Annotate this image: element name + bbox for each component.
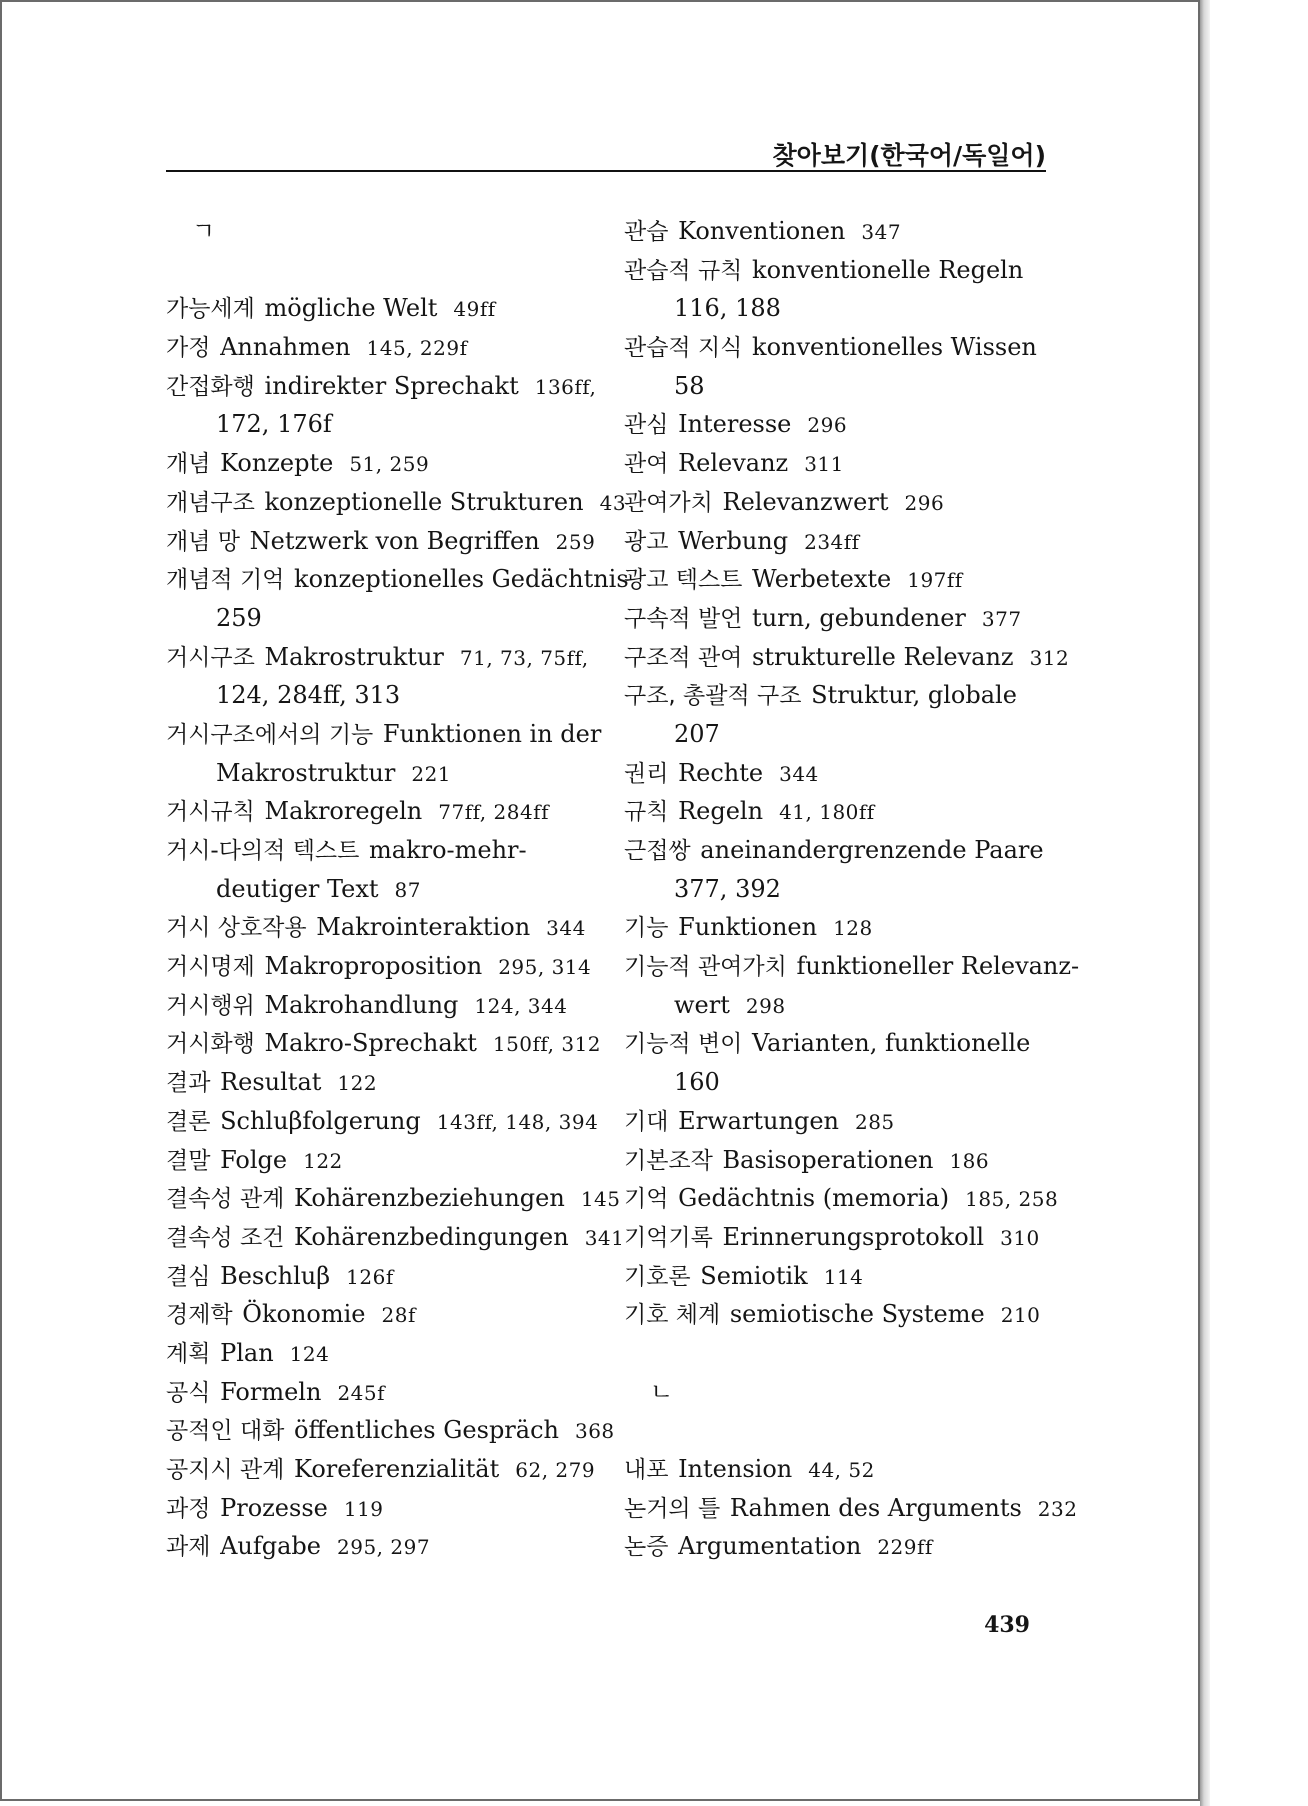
entry-korean-term: 과제 — [166, 1534, 211, 1561]
index-entry — [166, 1102, 599, 1141]
blank-line — [166, 251, 596, 290]
entry-german-term: Formeln — [220, 1377, 322, 1406]
entry-german-term: Intension — [678, 1455, 793, 1483]
index-entry — [166, 831, 596, 870]
entry-page-refs: 150ff, 312 — [492, 1032, 602, 1057]
section-letter: ㄱ — [192, 217, 216, 245]
entry-german-term: Makrostruktur — [264, 642, 444, 671]
index-entry — [166, 1257, 596, 1296]
index-entry — [166, 792, 596, 831]
entry-continuation-text: 377, 392 — [674, 874, 781, 903]
entry-german-term: Aufgabe — [220, 1532, 321, 1561]
index-entry — [166, 289, 596, 328]
entry-german-term: öffentliches Gespräch — [294, 1416, 559, 1445]
entry-german-term: Plan — [220, 1338, 274, 1367]
index-entry — [166, 986, 596, 1025]
entry-korean-term: 결론 — [166, 1108, 211, 1135]
entry-korean-term: 거시행위 — [166, 992, 255, 1019]
index-entry — [624, 560, 1064, 599]
entry-german-term: Funktionen in der — [382, 719, 602, 748]
entry-korean-term: 광고 — [624, 528, 669, 555]
entry-german-term: konzeptionelles Gedächtnis — [294, 565, 629, 594]
entry-page-refs: 114 — [823, 1264, 864, 1289]
entry-continuation-text: 172, 176f — [216, 410, 332, 439]
entry-page-refs: 285 — [854, 1109, 895, 1134]
entry-page-refs: 124 — [289, 1341, 330, 1366]
entry-continuation-text: wert — [674, 990, 730, 1019]
entry-korean-term: 기능적 변이 — [624, 1031, 743, 1058]
index-entry — [624, 1179, 1064, 1218]
entry-korean-term: 기능적 관여가치 — [624, 954, 787, 981]
index-entry — [166, 560, 629, 599]
entry-german-term: konventionelle Regeln — [752, 255, 1024, 284]
index-entry — [624, 1295, 1064, 1334]
entry-page-refs: 347 — [861, 220, 902, 244]
entry-continuation-text: 160 — [674, 1068, 720, 1097]
entry-german-term: Kohärenzbeziehungen — [294, 1184, 565, 1213]
entry-page-refs: 186 — [949, 1148, 990, 1173]
entry-korean-term: 거시-다의적 텍스트 — [166, 838, 360, 864]
entry-page-refs: 295, 297 — [337, 1535, 431, 1560]
entry-korean-term: 거시 상호작용 — [166, 915, 307, 942]
entry-korean-term: 공지시 관계 — [166, 1457, 285, 1483]
index-entry — [166, 367, 596, 406]
index-entry — [624, 1102, 1064, 1141]
entry-german-term: Annahmen — [220, 333, 351, 362]
entry-page-refs: 295, 314 — [498, 955, 592, 980]
entry-page-refs: 44, 52 — [808, 1458, 875, 1482]
entry-korean-term: 관심 — [624, 412, 669, 439]
entry-korean-term: 가능세계 — [166, 296, 255, 323]
entry-continuation-text: 116, 188 — [674, 294, 781, 323]
entry-korean-term: 거시화행 — [166, 1031, 255, 1058]
entry-german-term: konventionelles Wissen — [752, 333, 1037, 362]
entry-page-refs: 51, 259 — [349, 452, 430, 477]
entry-german-term: Relevanzwert — [722, 487, 889, 516]
index-entry — [624, 1257, 1064, 1296]
entry-korean-term: 공식 — [166, 1379, 211, 1406]
index-entry-continuation — [166, 599, 596, 638]
entry-page-refs: 28f — [381, 1303, 416, 1328]
entry-german-term: indirekter Sprechakt — [264, 371, 519, 400]
entry-continuation-text: 58 — [674, 371, 705, 400]
index-entry — [624, 638, 1070, 677]
index-entry-continuation — [624, 986, 1064, 1025]
entry-german-term: Koreferenzialität — [294, 1455, 500, 1483]
index-entry — [166, 638, 596, 677]
entry-german-term: Makrointeraktion — [316, 913, 531, 942]
entry-korean-term: 결속성 관계 — [166, 1186, 285, 1213]
running-head: 찾아보기(한국어/독일어) — [772, 141, 1046, 170]
entry-page-refs: 344 — [779, 761, 819, 786]
entry-page-refs: 87 — [394, 877, 421, 902]
index-entry — [166, 1411, 615, 1450]
index-entry-continuation — [624, 870, 1064, 909]
entry-german-term: Erinnerungsprotokoll — [722, 1222, 985, 1251]
entry-german-term: strukturelle Relevanz — [752, 642, 1014, 671]
entry-korean-term: 기호론 — [624, 1263, 691, 1290]
index-entry-continuation — [624, 1063, 1064, 1102]
entry-german-term: Erwartungen — [678, 1106, 839, 1135]
index-entry-continuation — [166, 676, 596, 715]
entry-german-term: Kohärenzbedingungen — [294, 1222, 569, 1251]
index-entry — [166, 1141, 596, 1180]
entry-page-refs: 312 — [1029, 645, 1070, 670]
entry-page-refs: 310 — [1000, 1225, 1040, 1250]
index-entry-continuation — [624, 715, 1064, 754]
entry-page-refs: 128 — [833, 916, 873, 941]
page-edge — [1200, 0, 1210, 1806]
entry-korean-term: 거시명제 — [166, 954, 255, 981]
entry-continuation-text: Makrostruktur — [216, 758, 396, 787]
entry-german-term: Varianten, funktionelle — [752, 1029, 1031, 1058]
entry-page-refs: 122 — [337, 1071, 378, 1096]
index-entry — [166, 1373, 596, 1412]
entry-korean-term: 결과 — [166, 1070, 211, 1097]
entry-german-term: Interesse — [678, 410, 792, 439]
entry-korean-term: 근접쌍 — [624, 838, 691, 864]
entry-korean-term: 권리 — [624, 760, 669, 787]
header-rule — [166, 170, 1046, 172]
entry-page-refs: 245f — [337, 1380, 386, 1405]
index-entry — [624, 947, 1080, 986]
index-entry — [624, 483, 1064, 522]
entry-page-refs: 77ff, 284ff — [438, 800, 549, 825]
index-entry — [624, 1218, 1064, 1257]
entry-korean-term: 규칙 — [624, 799, 669, 826]
index-entry — [624, 1141, 1064, 1180]
entry-page-refs: 232 — [1037, 1496, 1078, 1521]
index-entry — [166, 908, 596, 947]
entry-page-refs: 145 — [580, 1187, 621, 1212]
entry-korean-term: 공적인 대화 — [166, 1418, 285, 1445]
entry-korean-term: 경제학 — [166, 1302, 233, 1329]
index-entry — [166, 1024, 602, 1063]
entry-page-refs: 221 — [411, 761, 452, 786]
entry-page-refs: 368 — [574, 1419, 615, 1444]
entry-page-refs: 43 — [599, 490, 627, 515]
entry-german-term: aneinandergrenzende Paare — [700, 836, 1044, 864]
entry-page-refs: 49ff — [453, 297, 496, 322]
index-entry — [166, 1527, 596, 1566]
entry-korean-term: 거시규칙 — [166, 799, 255, 826]
index-entry — [624, 1450, 1064, 1489]
entry-korean-term: 기억기록 — [624, 1224, 713, 1251]
entry-continuation-text: 259 — [216, 603, 262, 632]
blank-line — [624, 1411, 1064, 1450]
entry-korean-term: 관습 — [624, 219, 669, 245]
entry-korean-term: 계획 — [166, 1340, 211, 1367]
entry-german-term: Schluβfolgerung — [220, 1106, 421, 1135]
entry-page-refs: 311 — [804, 452, 844, 477]
entry-german-term: semiotische Systeme — [729, 1300, 985, 1329]
index-entry — [166, 1295, 596, 1334]
entry-korean-term: 관습적 규칙 — [624, 257, 743, 284]
entry-page-refs: 124, 344 — [474, 993, 568, 1018]
entry-continuation-text: deutiger Text — [216, 874, 379, 903]
entry-korean-term: 기억 — [624, 1186, 669, 1213]
entry-continuation-text: 124, 284ff, 313 — [216, 681, 401, 710]
index-entry — [166, 1450, 596, 1489]
index-entry — [624, 212, 1064, 251]
entry-german-term: Netzwerk von Begriffen — [249, 526, 540, 555]
entry-korean-term: 광고 텍스트 — [624, 567, 743, 594]
entry-korean-term: 개념구조 — [166, 489, 255, 516]
index-entry — [624, 754, 1064, 793]
entry-page-refs: 298 — [745, 993, 786, 1018]
index-entry — [624, 522, 1064, 561]
entry-korean-term: 개념 — [166, 451, 211, 478]
entry-page-refs: 229ff — [877, 1535, 933, 1560]
entry-german-term: Resultat — [220, 1068, 322, 1097]
entry-korean-term: 논거의 틀 — [624, 1495, 721, 1522]
entry-german-term: Gedächtnis (memoria) — [678, 1184, 950, 1213]
entry-korean-term: 구속적 발언 — [624, 605, 743, 632]
entry-german-term: Konventionen — [678, 217, 846, 245]
entry-german-term: Makro-Sprechakt — [264, 1029, 477, 1058]
index-entry — [166, 1334, 596, 1373]
index-entry — [624, 444, 1064, 483]
index-entry — [624, 599, 1064, 638]
entry-korean-term: 가정 — [166, 335, 211, 362]
page-number: 439 — [984, 1612, 1030, 1638]
index-entry-continuation — [624, 289, 1064, 328]
entry-korean-term: 내포 — [624, 1457, 669, 1483]
entry-korean-term: 거시구조에서의 기능 — [166, 721, 374, 748]
index-entry — [166, 715, 602, 754]
entry-korean-term: 구조적 관여 — [624, 644, 743, 671]
entry-german-term: Argumentation — [678, 1532, 862, 1561]
entry-german-term: Struktur, globale — [811, 681, 1017, 710]
index-column-left — [166, 212, 629, 1566]
entry-page-refs: 119 — [343, 1496, 384, 1521]
entry-german-term: Rechte — [678, 758, 764, 787]
entry-german-term: Rahmen des Arguments — [729, 1493, 1022, 1522]
entry-korean-term: 기대 — [624, 1108, 669, 1135]
entry-korean-term: 관습적 지식 — [624, 335, 743, 362]
index-entry-continuation — [166, 754, 596, 793]
entry-german-term: funktioneller Relevanz- — [796, 952, 1080, 981]
entry-page-refs: 62, 279 — [515, 1458, 596, 1482]
entry-german-term: Werbetexte — [752, 565, 892, 594]
index-entry-continuation — [166, 870, 596, 909]
index-entry — [166, 1489, 596, 1528]
entry-korean-term: 거시구조 — [166, 644, 255, 671]
entry-german-term: mögliche Welt — [264, 294, 438, 323]
index-entry — [166, 1063, 596, 1102]
index-entry — [166, 1179, 621, 1218]
index-entry — [624, 908, 1064, 947]
entry-korean-term: 결심 — [166, 1263, 211, 1290]
entry-page-refs: 71, 73, 75ff, — [459, 645, 589, 670]
entry-page-refs: 145, 229f — [366, 336, 468, 361]
index-entry — [166, 483, 627, 522]
entry-page-refs: 341 — [584, 1225, 625, 1250]
index-entry — [624, 1527, 1064, 1566]
index-entry — [624, 1024, 1064, 1063]
entry-german-term: Regeln — [678, 797, 764, 826]
entry-german-term: Makroregeln — [264, 797, 423, 826]
index-entry — [166, 444, 596, 483]
index-entry — [166, 1218, 625, 1257]
index-entry — [166, 522, 596, 561]
entry-german-term: Basisoperationen — [722, 1145, 934, 1174]
index-entry — [624, 405, 1064, 444]
entry-page-refs: 210 — [1000, 1303, 1041, 1328]
entry-korean-term: 관여가치 — [624, 489, 713, 516]
entry-page-refs: 259 — [555, 529, 596, 554]
entry-german-term: Semiotik — [700, 1261, 808, 1290]
entry-page-refs: 126f — [346, 1264, 394, 1289]
entry-korean-term: 과정 — [166, 1495, 211, 1522]
index-entry-continuation — [166, 405, 596, 444]
entry-page-refs: 122 — [303, 1148, 343, 1173]
entry-german-term: konzeptionelle Strukturen — [264, 487, 584, 516]
entry-page-refs: 296 — [807, 413, 848, 438]
entry-german-term: Folge — [220, 1145, 288, 1174]
index-column-right — [624, 212, 1080, 1566]
entry-continuation-text: 207 — [674, 719, 720, 748]
index-entry — [624, 251, 1064, 290]
index-entry — [166, 328, 596, 367]
entry-german-term: Konzepte — [220, 449, 334, 478]
entry-german-term: Makrohandlung — [264, 990, 459, 1019]
index-entry — [624, 676, 1064, 715]
index-entry — [624, 328, 1064, 367]
index-entry — [624, 831, 1064, 870]
entry-german-term: Werbung — [678, 526, 789, 555]
index-entry-continuation — [624, 367, 1064, 406]
index-entry — [624, 792, 1064, 831]
entry-page-refs: 143ff, 148, 394 — [436, 1109, 599, 1134]
entry-page-refs: 185, 258 — [965, 1187, 1059, 1212]
entry-korean-term: 기능 — [624, 915, 669, 942]
entry-page-refs: 344 — [546, 916, 586, 941]
entry-korean-term: 개념적 기억 — [166, 567, 285, 594]
entry-page-refs: 234ff — [804, 529, 860, 554]
entry-korean-term: 기호 체계 — [624, 1302, 721, 1329]
entry-german-term: Makroproposition — [264, 952, 483, 981]
entry-page-refs: 41, 180ff — [779, 800, 875, 825]
entry-german-term: Beschluβ — [220, 1261, 331, 1290]
entry-page-refs: 136ff, — [534, 374, 597, 399]
entry-korean-term: 기본조작 — [624, 1147, 713, 1174]
entry-page-refs: 197ff — [907, 568, 963, 593]
entry-korean-term: 간접화행 — [166, 373, 255, 400]
index-entry — [624, 1489, 1078, 1528]
section-letter: ㄴ — [650, 1377, 674, 1406]
entry-korean-term: 구조, 총괄적 구조 — [624, 683, 802, 710]
entry-korean-term: 결속성 조건 — [166, 1224, 285, 1251]
entry-german-term: Relevanz — [678, 449, 789, 478]
entry-page-refs: 296 — [904, 490, 945, 515]
entry-page-refs: 377 — [981, 606, 1022, 631]
entry-german-term: makro-mehr- — [369, 836, 527, 864]
entry-korean-term: 관여 — [624, 451, 669, 478]
entry-korean-term: 개념 망 — [166, 528, 240, 555]
entry-german-term: turn, gebundener — [752, 603, 966, 632]
entry-korean-term: 논증 — [624, 1534, 669, 1561]
index-entry — [166, 947, 596, 986]
entry-korean-term: 결말 — [166, 1147, 211, 1174]
entry-german-term: Prozesse — [220, 1493, 328, 1522]
blank-line — [624, 1334, 1064, 1373]
entry-german-term: Funktionen — [678, 913, 818, 942]
entry-german-term: Ökonomie — [242, 1300, 366, 1329]
